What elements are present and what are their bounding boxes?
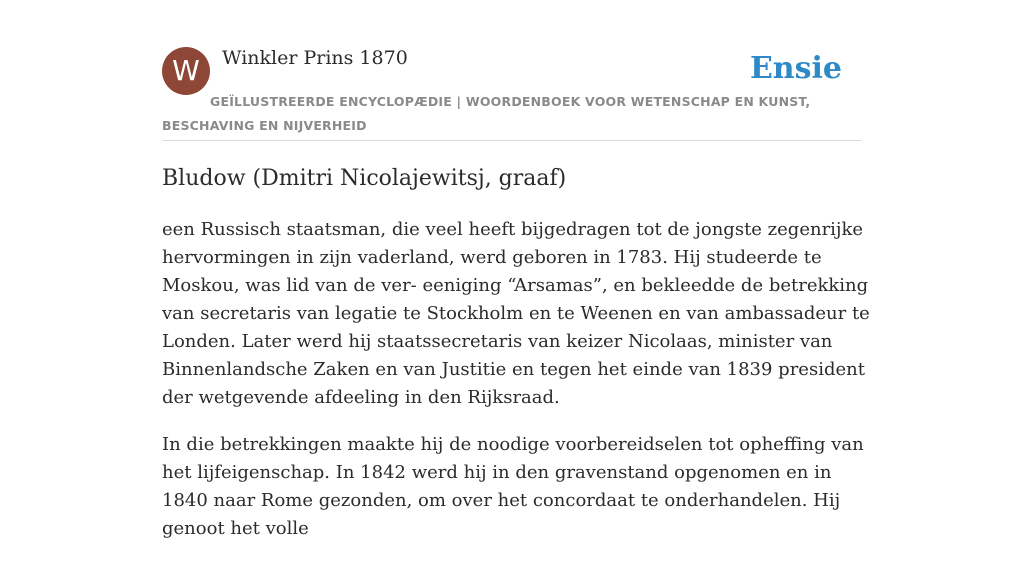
source-subtitle: GEÏLLUSTREERDE ENCYCLOPÆDIE | WOORDENBOEK VOOR WETENSCHAP EN KUNST, BESCHAVING EN NIJVERHEID xyxy=(162,94,811,133)
article-title: Bludow (Dmitri Nicolajewitsj, graaf) xyxy=(162,166,567,191)
article-paragraph: een Russisch staatsman, die veel heeft bijgedragen tot de jongste zegenrijke hervormingen in zijn vaderland, werd geboren in 1783. Hij studeerde te Moskou, was lid van de ver- eeniging “Arsamas”, en bekleedde de betrekking van secretaris van legatie te Stockholm en te Weenen en van ambassadeur te Londen. Later werd hij staatssecretaris van keizer Nicolaas, minister van Binnenlandsche Zaken en van Justitie en tegen het einde van 1839 president der wetgevende afdeeling in den Rijksraad. xyxy=(162,219,870,408)
article-body xyxy=(162,216,874,562)
ensie-logo-link[interactable]: Ensie xyxy=(749,51,842,86)
source-header xyxy=(162,46,862,141)
source-title-link[interactable]: Winkler Prins 1870 xyxy=(222,47,408,69)
source-avatar[interactable]: W xyxy=(162,47,210,95)
article-paragraph: In die betrekkingen maakte hij de noodige voorbereidselen tot opheffing van het lijfeigenschap. In 1842 werd hij in den gravenstand opgenomen en in 1840 naar Rome gezonden, om over het concordaat te onderhandelen. Hij genoot het volle xyxy=(162,434,864,539)
